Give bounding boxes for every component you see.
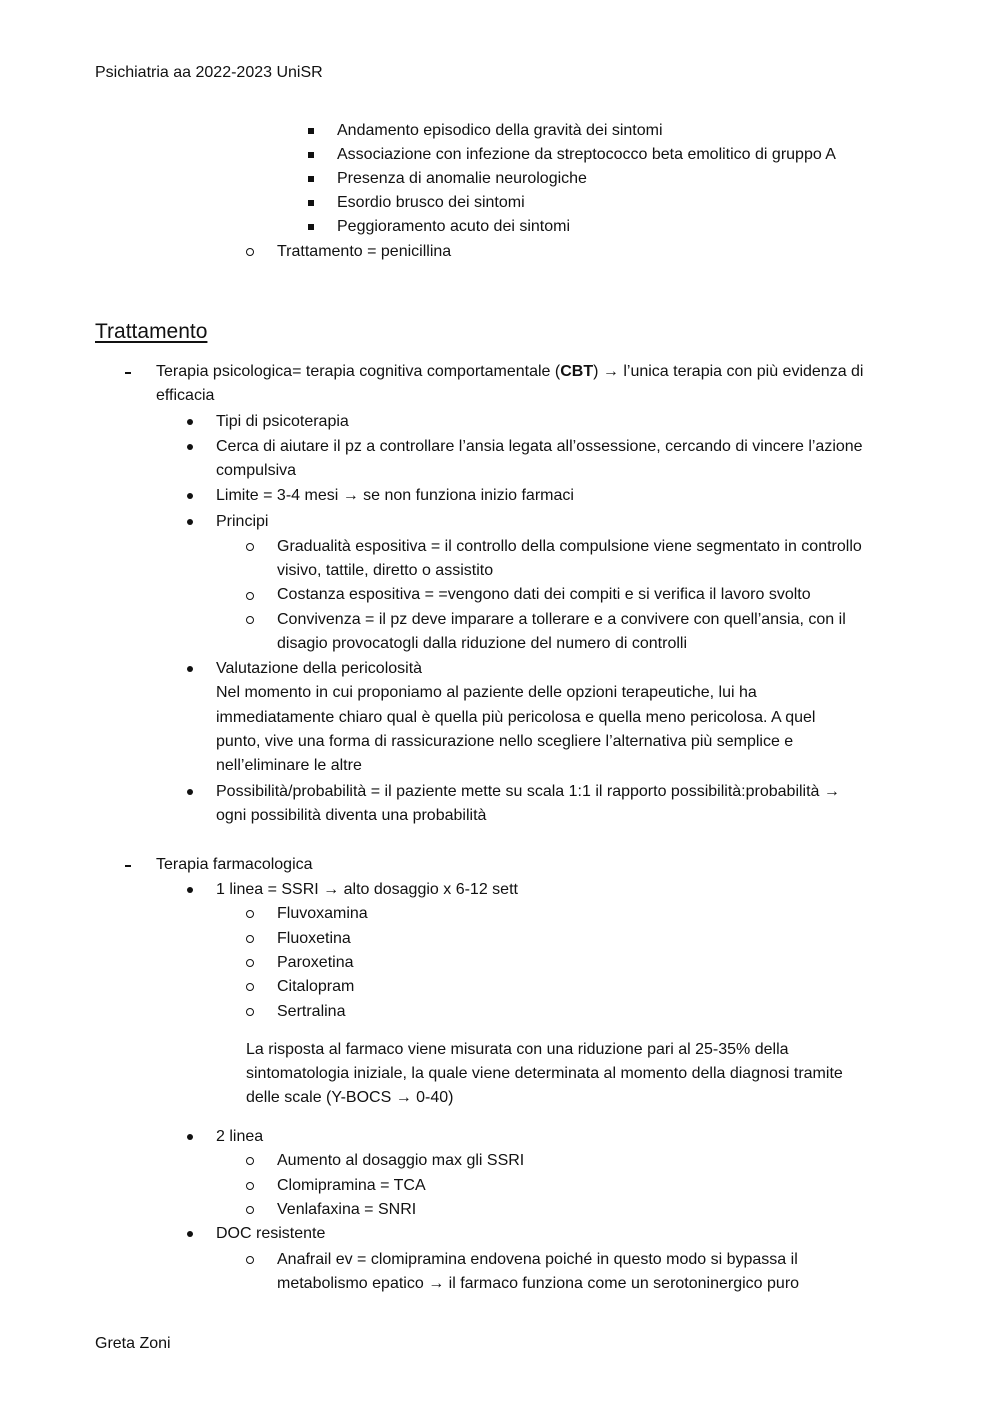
circle-bullet-icon [246,592,254,600]
dash-bullet-icon [125,372,131,374]
list-item: Citalopram [277,978,355,995]
list-item: Andamento episodico della gravità dei sintomi [337,122,663,139]
circle-bullet-icon [246,1256,254,1264]
list-item: Aumento al dosaggio max gli SSRI [277,1152,525,1169]
square-bullet-icon [308,176,314,182]
square-bullet-icon [308,224,314,230]
circle-bullet-icon [246,1206,254,1214]
list-item: Terapia farmacologica [156,856,313,873]
circle-bullet-icon [246,1182,254,1190]
circle-bullet-icon [246,910,254,918]
paragraph-line: Nel momento in cui proponiamo al paziente delle opzioni terapeutiche, lui ha [216,684,757,701]
list-item: Trattamento = penicillina [277,243,452,260]
bullet-icon [187,444,193,450]
paragraph-line: disagio provocatogli dalla riduzione del numero di controlli [277,635,688,652]
bullet-icon [187,789,193,795]
paragraph-line: metabolismo epatico → il farmaco funziona come un serotoninergico puro [277,1275,800,1292]
bullet-icon [187,666,193,672]
paragraph-line: nell’eliminare le altre [216,757,362,774]
list-item: Principi [216,513,269,530]
list-item: Limite = 3-4 mesi → se non funziona inizio farmaci [216,487,574,504]
list-item: Presenza di anomalie neurologiche [337,170,587,187]
circle-bullet-icon [246,248,254,256]
list-item: Fluoxetina [277,930,351,947]
list-item: Gradualità espositiva = il controllo della compulsione viene segmentato in controllo [277,538,862,555]
list-item: Peggioramento acuto dei sintomi [337,218,571,235]
list-item: Costanza espositiva = =vengono dati dei compiti e si verifica il lavoro svolto [277,586,811,603]
paragraph-line: ogni possibilità diventa una probabilità [216,807,487,824]
paragraph-line: visivo, tattile, diretto o assistito [277,562,494,579]
list-item: 1 linea = SSRI → alto dosaggio x 6-12 sett [216,881,518,898]
list-item: Associazione con infezione da streptococco beta emolitico di gruppo A [337,146,836,163]
bullet-icon [187,419,193,425]
section-heading: Trattamento [95,320,208,343]
paragraph-line: efficacia [156,387,215,404]
square-bullet-icon [308,152,314,158]
paragraph-line: La risposta al farmaco viene misurata con una riduzione pari al 25-35% della [246,1041,789,1058]
bullet-icon [187,1134,193,1140]
circle-bullet-icon [246,616,254,624]
list-item: DOC resistente [216,1225,326,1242]
circle-bullet-icon [246,983,254,991]
list-item: Paroxetina [277,954,354,971]
list-item: Valutazione della pericolosità [216,660,423,677]
list-item: Cerca di aiutare il pz a controllare l’ansia legata all’ossessione, cercando di vincere l’azione [216,438,863,455]
paragraph-line: immediatamente chiaro qual è quella più pericolosa e quella meno pericolosa. A quel [216,709,816,726]
list-item: 2 linea [216,1128,264,1145]
list-item: Esordio brusco dei sintomi [337,194,525,211]
circle-bullet-icon [246,935,254,943]
paragraph-line: compulsiva [216,462,297,479]
circle-bullet-icon [246,1157,254,1165]
list-item: Anafrail ev = clomipramina endovena poiché in questo modo si bypassa il [277,1251,798,1268]
paragraph-line: delle scale (Y-BOCS → 0-40) [246,1089,454,1106]
list-item: Convivenza = il pz deve imparare a tollerare e a convivere con quell’ansia, con il [277,611,846,628]
bullet-icon [187,1231,193,1237]
list-item: Tipi di psicoterapia [216,413,349,430]
bullet-icon [187,493,193,499]
list-item: Possibilità/probabilità = il paziente mette su scala 1:1 il rapporto possibilità:probabilità → [216,783,840,800]
circle-bullet-icon [246,543,254,551]
paragraph-line: punto, vive una forma di rassicurazione nello scegliere l’alternativa più semplice e [216,733,794,750]
dash-bullet-icon [125,865,131,867]
square-bullet-icon [308,200,314,206]
page-header: Psichiatria aa 2022-2023 UniSR [95,64,323,81]
list-item: Fluvoxamina [277,905,368,922]
list-item: Clomipramina = TCA [277,1177,426,1194]
page-footer: Greta Zoni [95,1335,171,1352]
list-item: Venlafaxina = SNRI [277,1201,417,1218]
square-bullet-icon [308,128,314,134]
bullet-icon [187,887,193,893]
list-item: Sertralina [277,1003,346,1020]
paragraph-line: sintomatologia iniziale, la quale viene determinata al momento della diagnosi tramite [246,1065,843,1082]
bullet-icon [187,519,193,525]
circle-bullet-icon [246,1008,254,1016]
list-item: Terapia psicologica= terapia cognitiva comportamentale (CBT) → l’unica terapia con più evidenza di [156,363,864,380]
circle-bullet-icon [246,959,254,967]
